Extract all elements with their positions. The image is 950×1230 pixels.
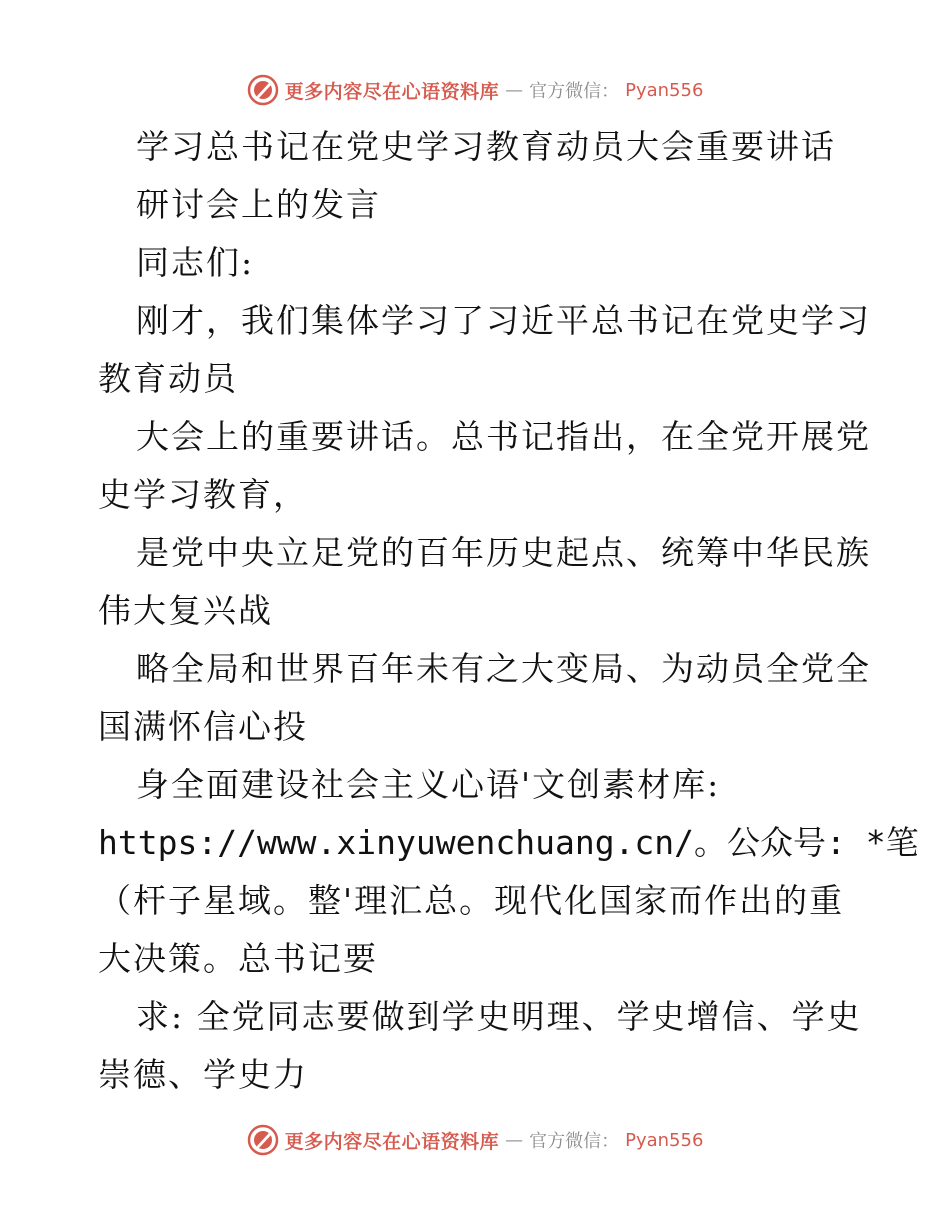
footer-brand-text: 更多内容尽在心语资料库 (284, 1130, 500, 1153)
paragraph-line: 国满怀信心投 (98, 707, 308, 746)
pen-logo-icon (247, 74, 279, 106)
header-wechat-label: 官方微信： (529, 81, 620, 102)
paragraph-line: 史学习教育， (98, 475, 308, 514)
title-line-2: 研讨会上的发言 (136, 185, 381, 224)
paragraph-line: 是党中央立足党的百年历史起点、统筹中华民族 (136, 533, 871, 572)
page-footer (0, 1120, 950, 1160)
paragraph-line: 大会上的重要讲话。总书记指出，在全党开展党 (136, 417, 871, 456)
url-line: https://www.xinyuwenchuang.cn/。公众号: *笔 (98, 823, 919, 862)
page-header (0, 70, 950, 110)
paragraph-line: 刚才，我们集体学习了习近平总书记在党史学习 (136, 301, 871, 340)
footer-wechat-label: 官方微信： (529, 1131, 620, 1152)
paragraph-line: 崇德、学史力 (98, 1055, 308, 1094)
paragraph-line: 教育动员 (98, 359, 238, 398)
paragraph-line: （杆子星域。整'理汇总。现代化国家而作出的重 (98, 881, 845, 920)
footer-separator: — (505, 1129, 524, 1151)
header-wechat-id: Pyan556 (625, 79, 704, 101)
header-brand-text: 更多内容尽在心语资料库 (284, 80, 500, 103)
paragraph-line: 大决策。总书记要 (98, 939, 378, 978)
pen-logo-icon (247, 1124, 279, 1156)
salutation: 同志们: (136, 243, 255, 282)
paragraph-line: 略全局和世界百年未有之大变局、为动员全党全 (136, 649, 871, 688)
title-line-1: 学习总书记在党史学习教育动员大会重要讲话 (136, 127, 836, 166)
header-watermark (247, 74, 704, 106)
paragraph-line: 伟大复兴战 (98, 591, 273, 630)
document-body (98, 118, 919, 1104)
paragraph-line: 身全面建设社会主义心语'文创素材库: (136, 765, 721, 804)
header-separator: — (505, 79, 524, 101)
footer-watermark (247, 1124, 704, 1156)
footer-wechat-id: Pyan556 (625, 1129, 704, 1151)
paragraph-line: 求: 全党同志要做到学史明理、学史增信、学史 (136, 997, 862, 1036)
